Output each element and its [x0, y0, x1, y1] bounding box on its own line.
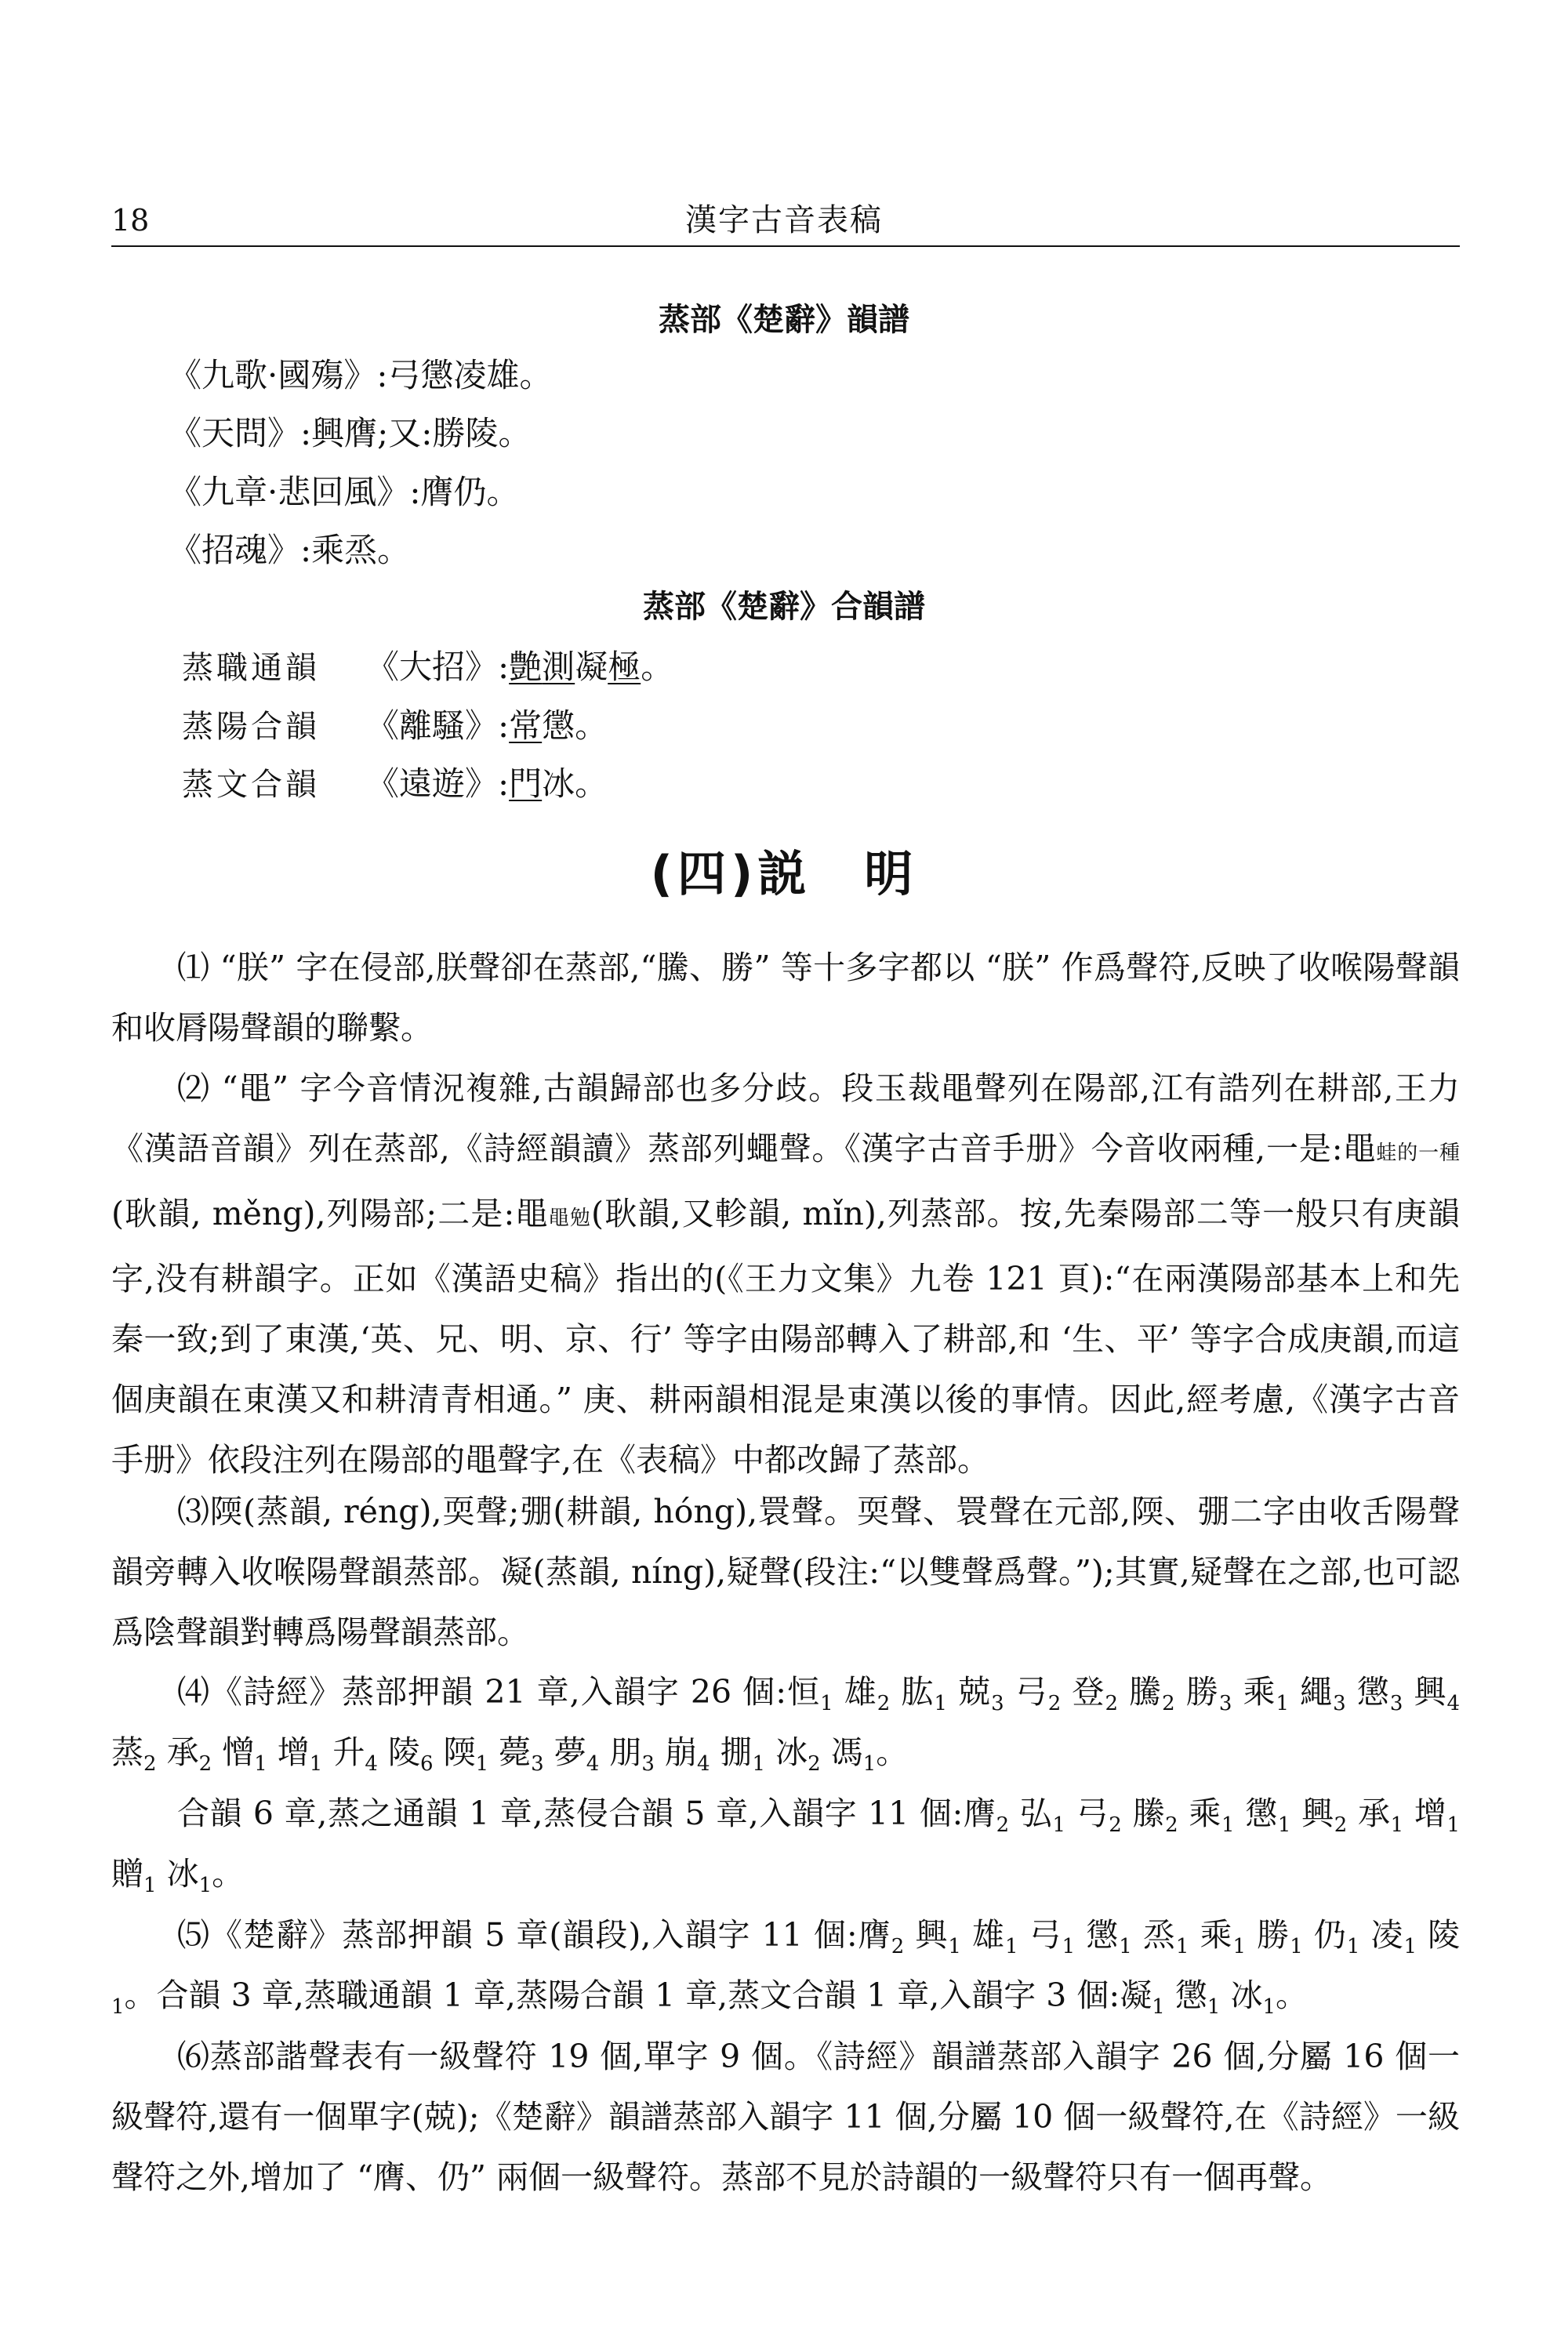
rhyme-word: 兢 — [958, 1673, 992, 1711]
rhyme-word: 懲 — [1356, 1673, 1390, 1711]
rhyme-word: 興 — [1301, 1795, 1334, 1832]
rhyme-count: 2 — [1109, 1813, 1122, 1838]
note-2 — [111, 1058, 1460, 1490]
rhyme-word: 雄 — [844, 1673, 877, 1711]
rhyme-count: 4 — [365, 1752, 378, 1777]
note-2-text: ⑵ “黽” 字今音情況複雜,古韻歸部也多分歧。段玉裁黽聲列在陽部,江有誥列在耕部,王力《漢語音韻》列在蒸部,《詩經韻讀》蒸部列蠅聲。《漢字古音手册》今音收兩種,一是:黽 — [111, 1069, 1460, 1167]
rhyme-word: 掤 — [720, 1733, 753, 1771]
rhyme-word: 增 — [1414, 1795, 1447, 1832]
rhyme-count: 1 — [820, 1692, 833, 1716]
rhyme-word: 膺 — [857, 1916, 891, 1954]
rhyme-count: 6 — [419, 1752, 434, 1777]
rhyme-count: 1 — [111, 1995, 125, 2020]
rhyme-word: 崩 — [664, 1733, 697, 1771]
rhyme-count: 1 — [198, 1874, 212, 1898]
combined-rhyme-row — [182, 762, 608, 807]
rhyme-count: 2 — [1165, 1813, 1178, 1838]
rhyme-word: 薨 — [499, 1733, 532, 1771]
rhyme-count: 2 — [198, 1752, 212, 1777]
rhyme-count: 1 — [143, 1874, 157, 1898]
rhyme-count: 1 — [1221, 1813, 1235, 1838]
rhyme-word: 弓 — [1014, 1673, 1048, 1711]
rhyme-word: 懲 — [1174, 1976, 1207, 2014]
note-4b-end: 。 — [212, 1855, 245, 1893]
rhyme-count: 1 — [309, 1752, 323, 1777]
note-4 — [111, 1662, 1460, 1783]
rhyme-count: 1 — [1446, 1813, 1460, 1838]
rhyme-word: 朋 — [609, 1733, 642, 1771]
row-rest: 冰。 — [542, 764, 608, 803]
rhyme-count: 1 — [1277, 1813, 1291, 1838]
header-rule — [111, 245, 1460, 247]
rhyme-count: 1 — [1062, 1935, 1076, 1959]
rhyme-count: 2 — [808, 1752, 821, 1777]
note-4-intro: ⑷《詩經》蒸部押韻 21 章,入韻字 26 個: — [177, 1673, 787, 1711]
rhyme-count: 2 — [1334, 1813, 1348, 1838]
note-4-end: 。 — [876, 1733, 909, 1771]
rhyme-count: 3 — [1218, 1692, 1232, 1716]
rhyme-count: 1 — [1262, 1995, 1276, 2020]
rhyme-word: 仍 — [1313, 1916, 1347, 1954]
rhyme-count: 1 — [1052, 1813, 1065, 1838]
note-6: ⑹蒸部諧聲表有一級聲符 19 個,單字 9 個。《詩經》韻譜蒸部入韻字 26 個,分屬 16 個一級聲符,還有一個單字(兢);《楚辭》韻譜蒸部入韻字 11 個,分屬 10 個一級聲符,在《詩經》一級聲符之外,增加了 “膺、仍” 兩個一級聲符。蒸部不見於詩韻的一級聲符只有一個再聲。 — [111, 2038, 1460, 2196]
rhyme-word: 馮 — [830, 1733, 863, 1771]
section-title-combined-rhyme: 蒸部《楚辭》合韻譜 — [643, 589, 925, 625]
rhyme-word: 冰 — [166, 1855, 199, 1893]
rhyme-count: 1 — [1232, 1935, 1247, 1959]
rhyme-line: 《天問》:興膺;又:勝陵。 — [169, 414, 532, 452]
row-source: 《離騷》: — [366, 706, 510, 745]
note-2-text: (耿韻,又軫韻, mǐn),列蒸部。按,先秦陽部二等一般只有庚韻字,没有耕韻字。正如《漢語史稿》指出的(《王力文集》九卷 121 頁):“在兩漢陽部基本上和先秦一致;到了東漢,‘英、兄、明、京、行’ 等字由陽部轉入了耕部,和 ‘生、平’ 等字合成庚韻,而這個庚韻在東漢又和耕清青相通。” 庚、耕兩韻相混是東漢以後的事情。因此,經考慮,《漢字古音手册》依段注列在陽部的黽聲字,在《表稿》中都改歸了蒸部。 — [111, 1195, 1460, 1479]
underlined-char: 艶 — [509, 648, 543, 686]
row-end: 。 — [641, 648, 674, 686]
rhyme-word: 凌 — [1370, 1916, 1404, 1954]
note-4b-intro: 合韻 6 章,蒸之通韻 1 章,蒸侵合韻 5 章,入韻字 11 個: — [177, 1795, 964, 1832]
rhyme-word: 膺 — [963, 1795, 996, 1832]
rhyme-word: 登 — [1072, 1673, 1105, 1711]
rhyme-word: 陵 — [387, 1733, 420, 1771]
row-char: 凝 — [575, 648, 608, 686]
rhyme-word: 冰 — [775, 1733, 808, 1771]
rhyme-word: 興 — [1414, 1673, 1447, 1711]
rhyme-count: 1 — [1346, 1935, 1360, 1959]
rhyme-count: 3 — [1333, 1692, 1346, 1716]
rhyme-count: 1 — [1207, 1995, 1221, 2020]
rhyme-word: 乘 — [1200, 1916, 1233, 1954]
note-5-mid: 。合韻 3 章,蒸職通韻 1 章,蒸陽合韻 1 章,蒸文合韻 1 章,入韻字 3 個: — [124, 1976, 1120, 2014]
rhyme-count: 1 — [1175, 1935, 1189, 1959]
underlined-char: 常 — [509, 706, 543, 745]
rhyme-line: 《九歌·國殤》:弓懲凌雄。 — [169, 356, 553, 394]
section-title-rhyme-table: 蒸部《楚辭》韻譜 — [659, 302, 909, 338]
row-rest: 懲。 — [542, 706, 608, 745]
rhyme-word: 雄 — [971, 1916, 1005, 1954]
rhyme-count: 4 — [586, 1752, 600, 1777]
rhyme-count: 2 — [877, 1692, 891, 1716]
rhyme-word-list — [1120, 1976, 1276, 2020]
rhyme-word: 興 — [915, 1916, 949, 1954]
rhyme-word: 凝 — [1120, 1976, 1152, 2014]
rhyme-count: 2 — [1162, 1692, 1175, 1716]
rhyme-count: 1 — [948, 1935, 961, 1959]
rhyme-count: 1 — [1152, 1995, 1165, 2020]
underlined-char: 門 — [509, 764, 543, 803]
rhyme-word: 贈 — [111, 1855, 143, 1893]
note-5-intro: ⑸《楚辭》蒸部押韻 5 章(韻段),入韻字 11 個: — [177, 1916, 858, 1954]
row-label: 蒸職通韻 — [182, 650, 320, 686]
rhyme-count: 1 — [862, 1752, 877, 1777]
note-1: ⑴ “朕” 字在侵部,朕聲卻在蒸部,“騰、勝” 等十多字都以 “朕” 作爲聲符,反映了收喉陽聲韻和收脣陽聲韻的聯繫。 — [111, 949, 1460, 1047]
rhyme-word: 憎 — [222, 1733, 255, 1771]
note-3: ⑶陾(蒸韻, réng),耎聲;弸(耕韻, hóng),睘聲。耎聲、睘聲在元部,陾、弸二字由收舌陽聲韻旁轉入收喉陽聲韻蒸部。凝(蒸韻, níng),疑聲(段注:“以雙聲爲聲。”);其實,疑聲在之部,也可認爲陰聲韻對轉爲陽聲韻蒸部。 — [111, 1493, 1460, 1651]
rhyme-count: 4 — [696, 1752, 710, 1777]
row-label: 蒸陽合韻 — [182, 709, 320, 745]
rhyme-count: 4 — [1446, 1692, 1461, 1716]
rhyme-line: 《九章·悲回風》:膺仍。 — [169, 473, 520, 511]
gloss-small: 黽勉 — [548, 1207, 592, 1230]
rhyme-word: 承 — [1357, 1795, 1391, 1832]
rhyme-count: 1 — [752, 1752, 766, 1777]
rhyme-word: 肱 — [901, 1673, 935, 1711]
rhyme-count: 1 — [1276, 1692, 1290, 1716]
rhyme-word: 懲 — [1245, 1795, 1278, 1832]
rhyme-word: 陾 — [443, 1733, 476, 1771]
rhyme-word: 蒸 — [111, 1733, 143, 1771]
running-title: 漢字古音表稿 — [685, 202, 883, 238]
gloss-small: 蛙的一種 — [1376, 1142, 1460, 1165]
rhyme-count: 3 — [991, 1692, 1004, 1716]
rhyme-word: 乘 — [1243, 1673, 1276, 1711]
combined-rhyme-row — [182, 704, 608, 749]
page-number: 18 — [111, 203, 150, 238]
rhyme-count: 1 — [1403, 1935, 1417, 1959]
rhyme-word: 弘 — [1019, 1795, 1053, 1832]
underlined-char: 極 — [608, 648, 641, 686]
note-4b — [111, 1784, 1460, 1904]
note-2-text: (耿韻, měng),列陽部;二是:黽 — [111, 1195, 549, 1232]
rhyme-word: 烝 — [1142, 1916, 1176, 1954]
rhyme-word: 繩 — [1300, 1673, 1334, 1711]
note-5 — [111, 1905, 1460, 2026]
rhyme-line: 《招魂》:乘烝。 — [169, 531, 411, 569]
rhyme-word: 夢 — [554, 1733, 586, 1771]
rhyme-count: 2 — [891, 1935, 905, 1959]
rhyme-count: 2 — [1105, 1692, 1119, 1716]
row-label: 蒸文合韻 — [182, 767, 320, 803]
underlined-char: 測 — [542, 648, 575, 686]
rhyme-word: 勝 — [1257, 1916, 1290, 1954]
rhyme-count: 1 — [254, 1752, 267, 1777]
rhyme-count: 1 — [475, 1752, 489, 1777]
rhyme-count: 1 — [1390, 1813, 1404, 1838]
rhyme-word: 增 — [277, 1733, 310, 1771]
rhyme-word: 乘 — [1189, 1795, 1222, 1832]
rhyme-word: 冰 — [1230, 1976, 1263, 2014]
rhyme-word: 懲 — [1086, 1916, 1120, 1954]
row-source: 《遠遊》: — [366, 764, 510, 803]
rhyme-word: 陵 — [1428, 1916, 1461, 1954]
combined-rhyme-row — [182, 645, 673, 690]
note-5-end: 。 — [1275, 1976, 1308, 2014]
rhyme-word: 弓 — [1076, 1795, 1109, 1832]
row-source: 《大招》: — [366, 648, 510, 686]
rhyme-count: 1 — [934, 1692, 947, 1716]
rhyme-word: 縢 — [1132, 1795, 1166, 1832]
rhyme-count: 2 — [996, 1813, 1010, 1838]
rhyme-count: 2 — [1047, 1692, 1062, 1716]
rhyme-count: 2 — [143, 1752, 157, 1777]
rhyme-word: 弓 — [1029, 1916, 1062, 1954]
rhyme-word: 升 — [332, 1733, 365, 1771]
rhyme-count: 1 — [1290, 1935, 1303, 1959]
rhyme-count: 3 — [641, 1752, 655, 1777]
rhyme-word: 恒 — [786, 1673, 821, 1711]
rhyme-count: 3 — [1389, 1692, 1403, 1716]
rhyme-count: 3 — [531, 1752, 544, 1777]
rhyme-word: 承 — [166, 1733, 199, 1771]
rhyme-count: 1 — [1119, 1935, 1132, 1959]
explanation-heading: (四)説 明 — [650, 845, 918, 902]
rhyme-word: 勝 — [1185, 1673, 1219, 1711]
rhyme-count: 1 — [1004, 1935, 1018, 1959]
rhyme-word: 騰 — [1129, 1673, 1163, 1711]
